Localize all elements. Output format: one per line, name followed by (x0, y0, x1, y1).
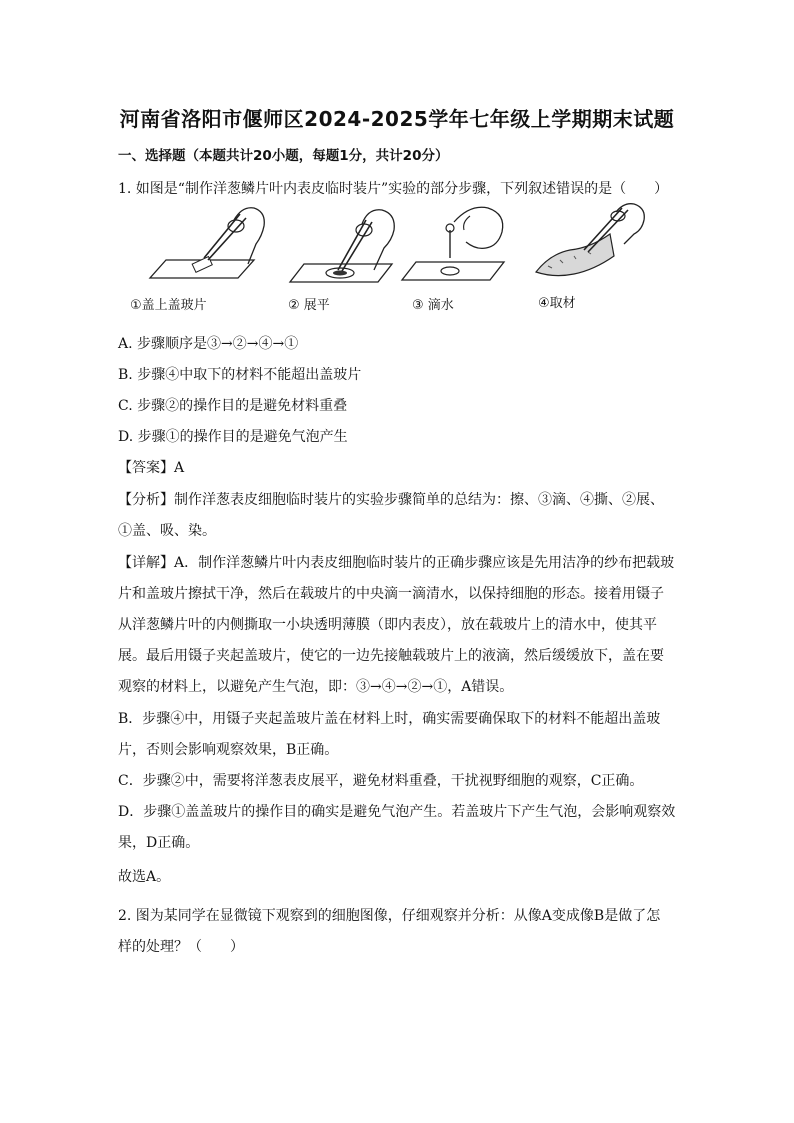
question-2-stem-line-2: 样的处理？（ ） (118, 939, 244, 955)
figure-cover-slip (130, 200, 268, 313)
figure-4-caption: ④取材 (538, 296, 576, 311)
take-material-illustration (528, 200, 658, 290)
detail-line-1: 【详解】A．制作洋葱鳞片叶内表皮细胞临时装片的正确步骤应该是先用洁净的纱布把载玻 (118, 555, 675, 571)
drop-water-illustration (400, 200, 530, 290)
cover-slip-illustration (138, 200, 268, 290)
question-2-stem-line-1: 2. 图为某同学在显微镜下观察到的细胞图像，仔细观察并分析：从像A变成像B是做了怎 (118, 908, 661, 924)
page-title: 河南省洛阳市偃师区2024-2025学年七年级上学期期末试题 (119, 107, 675, 131)
detail-line-10: 果，D正确。 (118, 835, 200, 851)
answer-line: 【答案】A (118, 460, 185, 476)
detail-line-9: D．步骤①盖盖玻片的操作目的确实是避免气泡产生。若盖玻片下产生气泡，会影响观察效 (118, 804, 676, 820)
option-d: D. 步骤①的操作目的是避免气泡产生 (118, 429, 348, 445)
detail-line-8: C．步骤②中，需要将洋葱表皮展平，避免材料重叠，干扰视野细胞的观察，C正确。 (118, 773, 644, 789)
section-heading: 一、选择题（本题共计20小题，每题1分，共计20分） (118, 148, 449, 164)
question-1-figures (118, 200, 678, 320)
detail-line-4: 展。最后用镊子夹起盖玻片，使它的一边先接触载玻片上的液滴，然后缓缓放下，盖在要 (118, 648, 664, 664)
detail-line-2: 片和盖玻片擦拭干净，然后在载玻片的中央滴一滴清水，以保持细胞的形态。接着用镊子 (118, 586, 664, 602)
option-c: C. 步骤②的操作目的是避免材料重叠 (118, 398, 348, 414)
figure-drop-water (400, 200, 530, 313)
figure-1-caption: ①盖上盖玻片 (130, 298, 207, 313)
detail-line-3: 从洋葱鳞片叶的内侧撕取一小块透明薄膜（即内表皮），放在载玻片上的清水中，使其平 (118, 617, 657, 633)
conclusion-line: 故选A。 (118, 869, 171, 885)
detail-line-7: 片，否则会影响观察效果，B正确。 (118, 742, 339, 758)
detail-line-5: 观察的材料上，以避免产生气泡，即：③→④→②→①，A错误。 (118, 679, 514, 695)
analysis-line-2: ①盖、吸、染。 (118, 523, 216, 539)
detail-line-6: B．步骤④中，用镊子夹起盖玻片盖在材料上时，确实需要确保取下的材料不能超出盖玻 (118, 711, 661, 727)
flatten-illustration (280, 200, 410, 290)
figure-flatten (280, 200, 410, 313)
option-b: B. 步骤④中取下的材料不能超出盖玻片 (118, 367, 362, 383)
figure-3-caption: ③ 滴水 (412, 298, 454, 313)
figure-2-caption: ② 展平 (288, 298, 330, 313)
question-1-stem: 1. 如图是“制作洋葱鳞片叶内表皮临时装片”实验的部分步骤，下列叙述错误的是（ ） (118, 181, 669, 197)
option-a: A. 步骤顺序是③→②→④→① (118, 336, 299, 352)
analysis-line-1: 【分析】制作洋葱表皮细胞临时装片的实验步骤简单的总结为：擦、③滴、④撕、②展、 (118, 492, 664, 508)
figure-take-material (528, 200, 658, 311)
